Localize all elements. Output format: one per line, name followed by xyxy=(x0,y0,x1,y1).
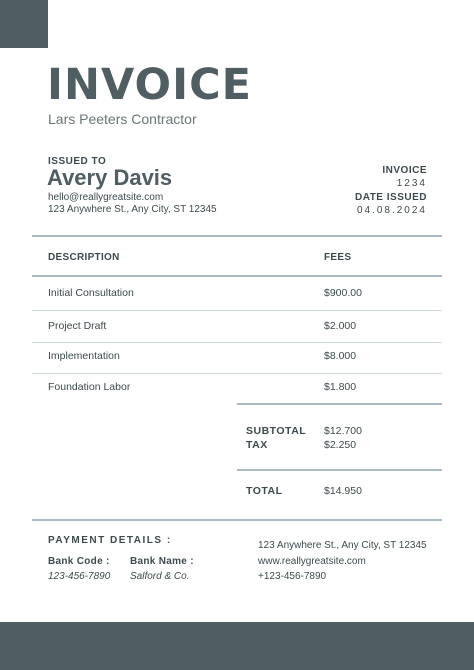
fees-header: FEES xyxy=(324,252,352,263)
table-row-description: Project Draft xyxy=(48,320,107,332)
table-row-description: Foundation Labor xyxy=(48,381,131,393)
summary-top-rule xyxy=(237,403,442,405)
invoice-number-block xyxy=(382,165,427,189)
table-row-fee: $2.000 xyxy=(324,320,357,332)
total-label: TOTAL xyxy=(246,485,283,497)
table-row-description: Initial Consultation xyxy=(48,287,134,299)
total-top-rule xyxy=(237,469,442,471)
corner-decoration-block xyxy=(0,0,48,48)
contact-website: www.reallygreatsite.com xyxy=(258,556,366,567)
date-issued-block xyxy=(355,192,427,216)
payment-details-title: PAYMENT DETAILS : xyxy=(48,535,172,546)
issued-to-label: ISSUED TO xyxy=(48,156,107,167)
client-name: Avery Davis xyxy=(47,165,173,190)
bank-code-label: Bank Code : xyxy=(48,556,110,567)
total-value: $14.950 xyxy=(324,485,362,497)
row-divider xyxy=(32,310,442,311)
subtotal-value: $12.700 xyxy=(324,425,362,437)
bank-name-value: Salford & Co. xyxy=(130,571,190,582)
contact-address: 123 Anywhere St., Any City, ST 12345 xyxy=(258,540,427,551)
table-row-description: Implementation xyxy=(48,350,120,362)
contact-phone: +123-456-7890 xyxy=(258,571,327,582)
tax-label: TAX xyxy=(246,439,268,451)
date-issued-value: 04.08.2024 xyxy=(356,205,427,216)
tax-value: $2.250 xyxy=(324,439,357,451)
bank-name-label: Bank Name : xyxy=(130,556,194,567)
row-divider xyxy=(32,373,442,374)
invoice-title: INVOICE xyxy=(47,60,252,110)
date-issued-label: DATE ISSUED xyxy=(355,192,427,203)
table-row-fee: $900.00 xyxy=(324,287,362,299)
table-row-fee: $8.000 xyxy=(324,350,357,362)
payment-top-rule xyxy=(32,519,442,521)
table-top-rule xyxy=(32,235,442,237)
table-row-fee: $1.800 xyxy=(324,381,357,393)
footer-decoration-band xyxy=(0,622,474,670)
subtotal-label: SUBTOTAL xyxy=(246,425,307,437)
description-header: DESCRIPTION xyxy=(48,252,120,263)
client-email: hello@reallygreatsite.com xyxy=(48,192,164,203)
invoice-number-label: INVOICE xyxy=(382,165,427,176)
row-divider xyxy=(32,342,442,343)
contractor-name: Lars Peeters Contractor xyxy=(48,111,197,127)
bank-code-value: 123-456-7890 xyxy=(48,571,111,582)
client-address: 123 Anywhere St., Any City, ST 12345 xyxy=(48,204,217,215)
table-header-rule xyxy=(32,275,442,277)
invoice-number-value: 1234 xyxy=(396,178,427,189)
